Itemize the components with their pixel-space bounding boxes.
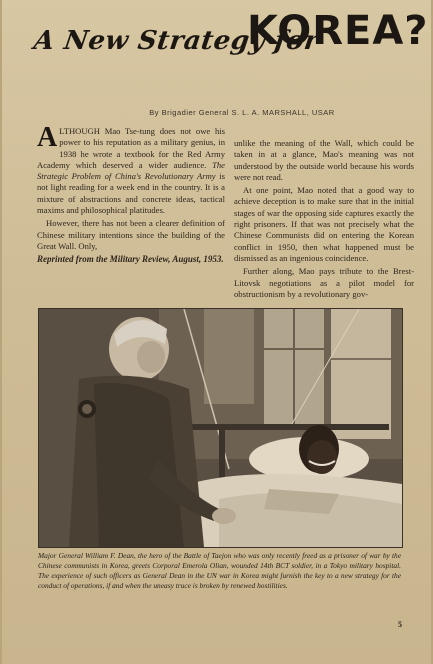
photo-caption: Major General William F. Dean, the hero of the Battle of Taejon who was only recently freed as a prisoner of war by the Chinese communists in Korea, greets Corporal Emerola Olian, wounded 14th BCT soldier, in a Tokyo military hospital. The experience of such officers as General Dean in the UN war in Korea might furnish the key to a new strategy for the conduct of operations, if and when the uneasy truce is broken by renewed hostilities.	[38, 551, 401, 590]
intro-text-end: is not light reading for a week end in the country. It is a mixture of abstractions and concrete ideas, tactical maxims and philosophical platitudes.	[37, 171, 225, 216]
byline: By Brigadier General S. L. A. MARSHALL, USAR	[149, 108, 335, 117]
paragraph-intro	[37, 122, 225, 216]
article-title	[22, 6, 429, 76]
reprint-credit: Reprinted from the Military Review, August, 1953.	[37, 254, 224, 265]
book-title: The Strategic Problem of China's Revolutionary Army	[37, 159, 225, 182]
intro-text: LTHOUGH Mao Tse-tung does not owe his power to his reputation as a military genius, in 1938 he wrote a textbook for the Red Army Academy which deserved a wider audience.	[37, 126, 225, 170]
right-column	[234, 138, 414, 302]
right-paragraph-3: Further along, Mao pays tribute to the Brest-Litovsk negotiations as a pilot model for obstructionism by a revolutionary gov-	[234, 266, 414, 299]
left-column	[37, 122, 225, 267]
right-paragraph-1: unlike the meaning of the Wall, which could be taken in at a glance, Mao's meaning was not understood by the outside world because his words were not read.	[234, 138, 414, 182]
title-korea: KOREA?	[247, 8, 429, 54]
paragraph-2: However, there has not been a clearer definition of Chinese military intentions since the building of the Great Wall. Only,	[37, 218, 225, 251]
page-number: 5	[398, 620, 402, 629]
hospital-photo-illustration	[39, 309, 402, 547]
hospital-photo	[38, 308, 403, 548]
drop-cap: A	[37, 122, 58, 153]
title-script-line: A New Strategy for	[31, 26, 321, 56]
right-paragraph-2: At one point, Mao noted that a good way to achieve deception is to make sure that in the initial stages of war the opposing side captures exactly the right prisoners. If that was not precisely what the Chinese Communists did on entering the Korean conflict in 1950, then what happened must be dismissed as an ingenious coincidence.	[234, 185, 414, 263]
